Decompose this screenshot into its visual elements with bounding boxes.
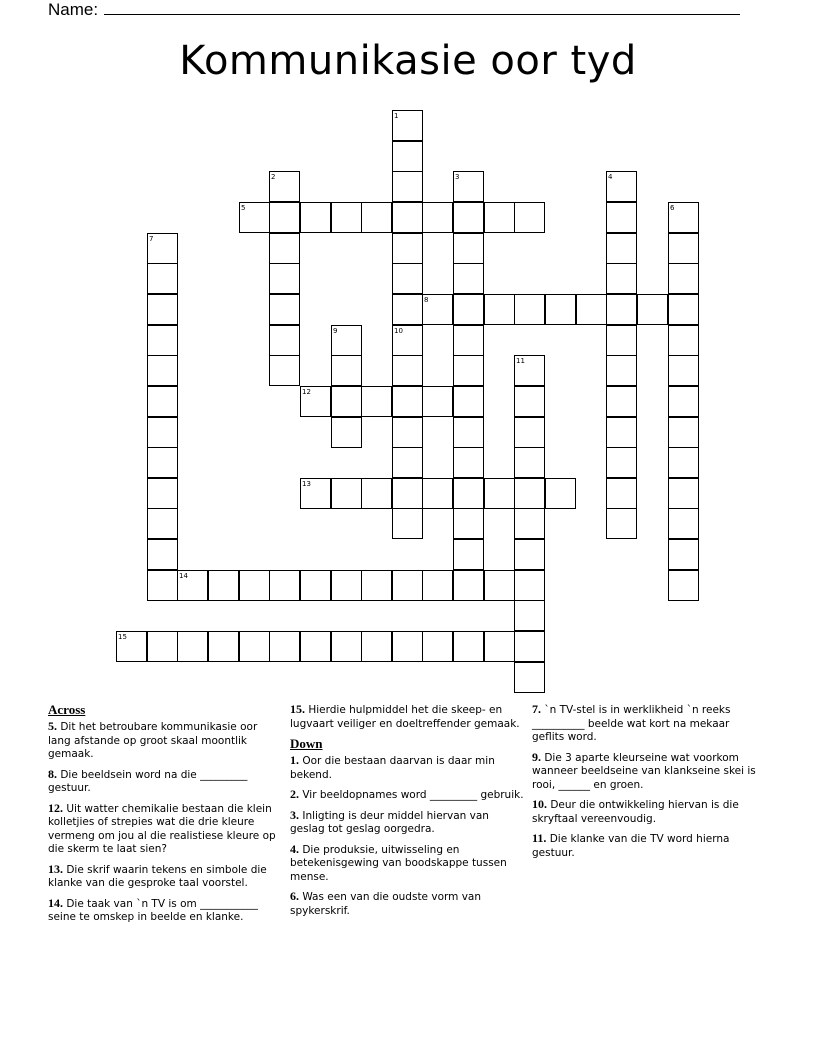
clues-column-2 — [290, 703, 524, 924]
grid-cell[interactable] — [392, 141, 423, 172]
grid-cell[interactable] — [147, 570, 178, 601]
grid-cell[interactable] — [514, 417, 545, 448]
grid-cell[interactable] — [392, 233, 423, 264]
grid-cell[interactable] — [453, 386, 484, 417]
grid-cell[interactable] — [331, 478, 362, 509]
clue-start-number: 9 — [333, 327, 338, 335]
clue-text: Dit het betroubare kommunikasie oor lang afstande op groot skaal moontlik gemaak. — [48, 721, 258, 760]
grid-cell[interactable] — [606, 325, 637, 356]
clue-start-number: 7 — [149, 235, 154, 243]
grid-cell[interactable] — [668, 325, 699, 356]
grid-cell[interactable] — [484, 478, 515, 509]
clue-across-13 — [48, 863, 280, 891]
grid-cell[interactable] — [668, 233, 699, 264]
page-title: Kommunikasie oor tyd — [179, 38, 637, 84]
grid-cell[interactable] — [453, 478, 484, 509]
grid-cell[interactable] — [453, 570, 484, 601]
clue-down-11 — [532, 832, 764, 860]
grid-cell[interactable] — [668, 447, 699, 478]
clue-across-5 — [48, 720, 280, 762]
grid-cell[interactable] — [147, 325, 178, 356]
grid-cell[interactable] — [392, 294, 423, 325]
clue-start-number: 2 — [271, 173, 276, 181]
grid-cell[interactable] — [637, 294, 668, 325]
grid-cell[interactable] — [514, 570, 545, 601]
grid-cell[interactable] — [392, 263, 423, 294]
grid-cell[interactable] — [453, 233, 484, 264]
grid-cell[interactable] — [514, 539, 545, 570]
grid-cell[interactable] — [300, 631, 331, 662]
grid-cell[interactable] — [208, 631, 239, 662]
grid-cell[interactable] — [392, 417, 423, 448]
grid-cell[interactable] — [147, 508, 178, 539]
name-label: Name: — [48, 0, 99, 19]
grid-cell[interactable] — [361, 570, 392, 601]
grid-cell[interactable] — [453, 631, 484, 662]
grid-cell[interactable] — [147, 478, 178, 509]
grid-cell[interactable] — [606, 294, 637, 325]
grid-cell[interactable] — [361, 631, 392, 662]
grid-cell[interactable] — [453, 508, 484, 539]
grid-cell[interactable] — [422, 386, 453, 417]
clue-across-12 — [48, 802, 280, 857]
clue-across-14 — [48, 897, 280, 925]
grid-cell[interactable] — [514, 600, 545, 631]
grid-cell[interactable] — [668, 355, 699, 386]
clue-down-2 — [290, 788, 524, 803]
across-heading: Across — [48, 702, 86, 717]
grid-cell[interactable] — [361, 202, 392, 233]
grid-cell[interactable] — [300, 570, 331, 601]
grid-cell[interactable] — [422, 570, 453, 601]
grid-cell[interactable] — [668, 263, 699, 294]
clue-number: 12. — [48, 800, 63, 815]
clue-start-number: 10 — [394, 327, 403, 335]
grid-cell[interactable] — [392, 631, 423, 662]
grid-cell[interactable] — [300, 202, 331, 233]
clue-start-number: 8 — [424, 296, 429, 304]
grid-cell[interactable] — [422, 631, 453, 662]
clue-text: Die klanke van die TV word hierna gestuur. — [532, 833, 730, 859]
grid-cell[interactable] — [208, 570, 239, 601]
grid-cell[interactable] — [484, 202, 515, 233]
grid-cell[interactable] — [269, 202, 300, 233]
clue-number: 1. — [290, 753, 299, 767]
clue-text: Die 3 aparte kleurseine wat voorkom wanneer beeldseine van klankseine skei is rooi, ______ en groen. — [532, 751, 756, 791]
grid-cell[interactable] — [331, 570, 362, 601]
grid-cell[interactable] — [331, 417, 362, 448]
clue-start-number: 5 — [241, 204, 246, 212]
clue-number: 10. — [532, 797, 547, 811]
clue-start-number: 11 — [516, 357, 525, 365]
grid-cell[interactable] — [422, 202, 453, 233]
grid-cell[interactable] — [331, 355, 362, 386]
clue-down-1 — [290, 754, 524, 782]
grid-cell[interactable] — [606, 233, 637, 264]
clue-start-number: 14 — [179, 572, 188, 580]
clue-text: Was een van die oudste vorm van spykerskrif. — [290, 891, 481, 917]
grid-cell[interactable] — [147, 294, 178, 325]
clue-start-number: 15 — [118, 633, 127, 641]
grid-cell[interactable] — [147, 263, 178, 294]
grid-cell[interactable] — [422, 478, 453, 509]
grid-cell[interactable] — [606, 478, 637, 509]
grid-cell[interactable] — [576, 294, 607, 325]
clue-across-8 — [48, 768, 280, 796]
clue-number: 13. — [48, 861, 63, 876]
grid-cell[interactable] — [606, 417, 637, 448]
grid-cell[interactable] — [269, 263, 300, 294]
clue-down-7 — [532, 703, 764, 745]
clue-down-3 — [290, 809, 524, 837]
clue-down-9 — [532, 751, 764, 793]
grid-cell[interactable] — [331, 202, 362, 233]
grid-cell[interactable] — [361, 478, 392, 509]
grid-cell[interactable] — [269, 631, 300, 662]
grid-cell[interactable] — [392, 478, 423, 509]
grid-cell[interactable] — [514, 447, 545, 478]
clue-start-number: 1 — [394, 112, 399, 120]
grid-cell[interactable] — [392, 570, 423, 601]
grid-cell[interactable] — [147, 417, 178, 448]
clue-number: 9. — [532, 749, 541, 764]
grid-cell[interactable] — [392, 386, 423, 417]
grid-cell[interactable] — [269, 355, 300, 386]
grid-cell[interactable] — [668, 570, 699, 601]
grid-cell[interactable] — [514, 478, 545, 509]
clue-text: Die skrif waarin tekens en simbole die klanke van die gesproke taal voorstel. — [48, 863, 267, 889]
grid-cell[interactable] — [668, 539, 699, 570]
clue-text: Deur die ontwikkeling hiervan is die skryftaal vereenvoudig. — [532, 799, 739, 825]
clue-text: Vir beeldopnames word _________ gebruik. — [302, 789, 524, 801]
grid-cell[interactable] — [668, 508, 699, 539]
grid-cell[interactable] — [392, 171, 423, 202]
grid-cell[interactable] — [239, 570, 270, 601]
clues-column-1 — [48, 703, 280, 931]
grid-cell[interactable] — [514, 631, 545, 662]
grid-cell[interactable] — [392, 202, 423, 233]
grid-cell[interactable] — [147, 386, 178, 417]
clue-number: 8. — [48, 766, 57, 781]
clue-number: 7. — [532, 702, 541, 716]
grid-cell[interactable] — [453, 325, 484, 356]
grid-cell[interactable] — [514, 294, 545, 325]
grid-cell[interactable] — [484, 631, 515, 662]
clue-number: 6. — [290, 889, 299, 903]
grid-cell[interactable] — [147, 539, 178, 570]
grid-cell[interactable] — [453, 447, 484, 478]
clue-start-number: 13 — [302, 480, 311, 488]
grid-cell[interactable] — [392, 447, 423, 478]
grid-cell[interactable] — [453, 202, 484, 233]
clue-start-number: 3 — [455, 173, 460, 181]
clue-start-number: 12 — [302, 388, 311, 396]
down-heading: Down — [290, 736, 323, 751]
grid-cell[interactable] — [269, 233, 300, 264]
grid-cell[interactable] — [392, 508, 423, 539]
grid-cell[interactable] — [668, 386, 699, 417]
clue-number: 3. — [290, 807, 299, 822]
grid-cell[interactable] — [453, 294, 484, 325]
clue-text: Die produksie, uitwisseling en betekenisgewing van boodskappe tussen mense. — [290, 843, 507, 883]
grid-cell[interactable] — [361, 386, 392, 417]
grid-cell[interactable] — [453, 355, 484, 386]
grid-cell[interactable] — [668, 417, 699, 448]
grid-cell[interactable] — [269, 570, 300, 601]
clue-text: `n TV-stel is in werklikheid `n reeks __________ beelde wat kort na mekaar geflits word. — [532, 704, 731, 743]
grid-cell[interactable] — [269, 294, 300, 325]
clue-text: Oor die bestaan daarvan is daar min bekend. — [290, 755, 495, 781]
grid-cell[interactable] — [606, 386, 637, 417]
clue-number: 14. — [48, 895, 63, 910]
clue-number: 11. — [532, 831, 547, 845]
clues-column-3 — [532, 703, 764, 866]
grid-cell[interactable] — [453, 539, 484, 570]
grid-cell[interactable] — [606, 202, 637, 233]
clue-across-15 — [290, 703, 524, 731]
clue-text: Uit watter chemikalie bestaan die klein kolletjies of strepies wat die drie kleure vermeng om jou al die realistiese kleure op die skerm te laat sien? — [48, 802, 276, 855]
clue-text: Die taak van `n TV is om ___________ seine te omskep in beelde en klanke. — [48, 897, 258, 923]
grid-cell[interactable] — [545, 294, 576, 325]
grid-cell[interactable] — [453, 263, 484, 294]
grid-cell[interactable] — [668, 294, 699, 325]
grid-cell[interactable] — [606, 508, 637, 539]
clue-text: Hierdie hulpmiddel het die skeep- en lugvaart veiliger en doeltreffender gemaak. — [290, 704, 520, 730]
grid-cell[interactable] — [239, 631, 270, 662]
grid-cell[interactable] — [269, 325, 300, 356]
grid-cell[interactable] — [606, 263, 637, 294]
clue-down-10 — [532, 798, 764, 826]
grid-cell[interactable] — [514, 508, 545, 539]
grid-cell[interactable] — [484, 570, 515, 601]
grid-cell[interactable] — [453, 417, 484, 448]
grid-cell[interactable] — [177, 631, 208, 662]
grid-cell[interactable] — [331, 631, 362, 662]
clue-number: 5. — [48, 719, 57, 733]
grid-cell[interactable] — [331, 386, 362, 417]
clue-number: 2. — [290, 787, 299, 801]
grid-cell[interactable] — [514, 662, 545, 693]
grid-cell[interactable] — [606, 355, 637, 386]
clue-text: Inligting is deur middel hiervan van geslag tot geslag oorgedra. — [290, 809, 489, 835]
clue-start-number: 4 — [608, 173, 613, 181]
grid-cell[interactable] — [147, 355, 178, 386]
grid-cell[interactable] — [147, 447, 178, 478]
clue-down-4 — [290, 843, 524, 885]
grid-cell[interactable] — [147, 631, 178, 662]
grid-cell[interactable] — [514, 202, 545, 233]
grid-cell[interactable] — [484, 294, 515, 325]
grid-cell[interactable] — [545, 478, 576, 509]
clue-down-6 — [290, 890, 524, 918]
clue-number: 4. — [290, 841, 299, 856]
grid-cell[interactable] — [392, 355, 423, 386]
grid-cell[interactable] — [606, 447, 637, 478]
clue-number: 15. — [290, 702, 305, 716]
grid-cell[interactable] — [668, 478, 699, 509]
clue-start-number: 6 — [670, 204, 675, 212]
grid-cell[interactable] — [514, 386, 545, 417]
clue-text: Die beeldsein word na die _________ gestuur. — [48, 768, 248, 794]
